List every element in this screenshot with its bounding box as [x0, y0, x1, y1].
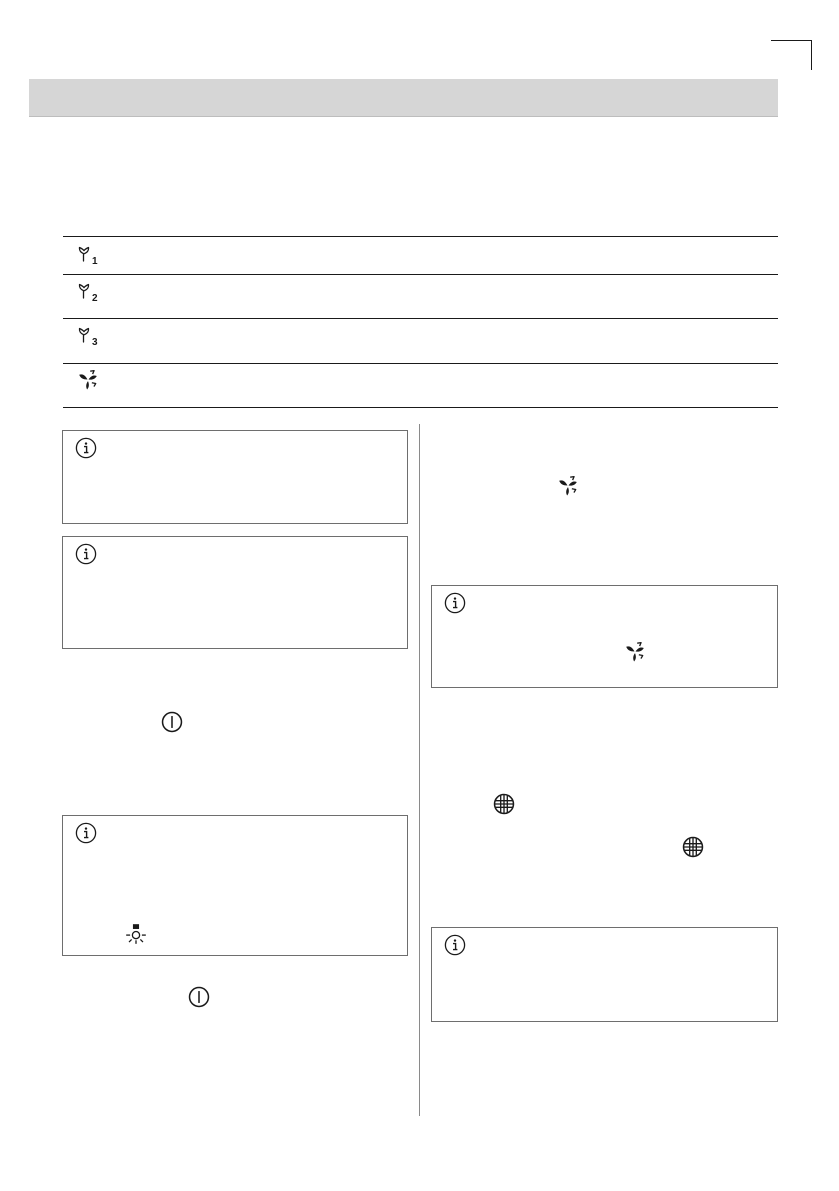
info-icon — [75, 822, 97, 844]
info-icon — [75, 543, 97, 565]
crop-mark-vertical — [811, 40, 812, 70]
power-icon — [161, 711, 183, 733]
fan-speed-2-icon — [77, 282, 103, 304]
fan-speed-row-2 — [63, 274, 778, 318]
fan-boost-icon — [557, 475, 579, 497]
svg-text:2: 2 — [92, 293, 98, 304]
section-header-band — [29, 79, 778, 116]
info-box-right-2 — [431, 927, 778, 1022]
grease-filter-icon — [682, 836, 704, 858]
fan-speed-table — [63, 236, 778, 408]
fan-boost-icon — [77, 369, 99, 391]
header-underline — [29, 116, 778, 117]
fan-speed-row-3 — [63, 318, 778, 363]
power-icon — [188, 986, 210, 1008]
info-box-left-2 — [62, 536, 408, 649]
svg-text:3: 3 — [92, 337, 98, 348]
info-box-left-1 — [62, 430, 408, 524]
info-box-right-1 — [431, 585, 778, 688]
fan-speed-1-icon — [77, 245, 103, 267]
grease-filter-icon — [493, 793, 515, 815]
info-box-left-3 — [62, 815, 408, 956]
svg-text:1: 1 — [92, 256, 98, 267]
crop-mark-horizontal — [771, 40, 811, 41]
fan-speed-3-icon — [77, 326, 103, 348]
info-icon — [444, 934, 466, 956]
fan-speed-row-1 — [63, 236, 778, 274]
info-icon — [75, 437, 97, 459]
fan-boost-row — [63, 363, 778, 408]
lamp-icon — [124, 923, 148, 945]
column-divider — [419, 424, 420, 1116]
info-icon — [444, 592, 466, 614]
fan-boost-icon — [624, 641, 646, 663]
